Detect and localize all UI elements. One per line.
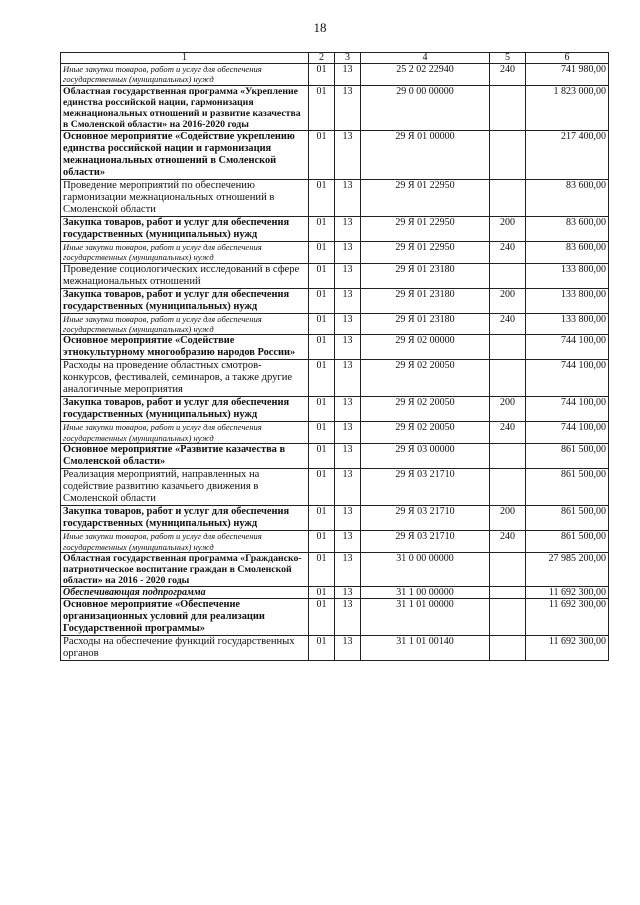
row-expense-type-cell [490, 469, 526, 506]
row-section-cell: 01 [309, 397, 335, 422]
column-header-3: 3 [335, 53, 361, 64]
row-subsection-cell: 13 [335, 64, 361, 86]
row-target-code-cell: 25 2 02 22940 [361, 64, 490, 86]
row-name-cell: Проведение социологических исследований в сфере межнациональных отношений [61, 263, 309, 288]
row-target-code-cell: 29 Я 01 23180 [361, 313, 490, 335]
row-target-code-cell: 31 1 01 00000 [361, 599, 490, 636]
row-amount-cell: 27 985 200,00 [526, 553, 609, 587]
row-amount-cell: 744 100,00 [526, 335, 609, 360]
row-section-cell: 01 [309, 469, 335, 506]
row-target-code-cell: 29 Я 02 20050 [361, 422, 490, 444]
page-number: 18 [313, 20, 327, 35]
row-subsection-cell: 13 [335, 553, 361, 587]
row-amount-cell: 11 692 300,00 [526, 636, 609, 661]
row-subsection-cell: 13 [335, 313, 361, 335]
table-row [61, 288, 609, 313]
row-subsection-cell: 13 [335, 263, 361, 288]
table-row [61, 636, 609, 661]
row-expense-type-cell [490, 360, 526, 397]
row-subsection-cell: 13 [335, 216, 361, 241]
row-amount-cell: 1 823 000,00 [526, 85, 609, 130]
row-subsection-cell: 13 [335, 444, 361, 469]
row-expense-type-cell: 240 [490, 64, 526, 86]
row-target-code-cell: 29 Я 01 23180 [361, 263, 490, 288]
row-amount-cell: 217 400,00 [526, 130, 609, 179]
row-section-cell: 01 [309, 179, 335, 216]
row-name-cell: Закупка товаров, работ и услуг для обеспечения государственных (муниципальных) нужд [61, 216, 309, 241]
row-amount-cell: 133 800,00 [526, 263, 609, 288]
table-row [61, 313, 609, 335]
row-amount-cell: 11 692 300,00 [526, 587, 609, 599]
row-expense-type-cell: 240 [490, 313, 526, 335]
row-amount-cell: 744 100,00 [526, 422, 609, 444]
table-row [61, 553, 609, 587]
row-amount-cell: 741 980,00 [526, 64, 609, 86]
table-row [61, 64, 609, 86]
row-subsection-cell: 13 [335, 587, 361, 599]
row-amount-cell: 83 600,00 [526, 241, 609, 263]
row-target-code-cell: 29 Я 01 22950 [361, 216, 490, 241]
row-target-code-cell: 29 Я 01 23180 [361, 288, 490, 313]
column-header-5: 5 [490, 53, 526, 64]
row-section-cell: 01 [309, 64, 335, 86]
row-expense-type-cell [490, 179, 526, 216]
row-section-cell: 01 [309, 130, 335, 179]
row-expense-type-cell [490, 553, 526, 587]
row-name-cell: Основное мероприятие «Обеспечение организационных условий для реализации Государственной программы» [61, 599, 309, 636]
row-amount-cell: 11 692 300,00 [526, 599, 609, 636]
row-expense-type-cell: 200 [490, 397, 526, 422]
column-header-4: 4 [361, 53, 490, 64]
row-subsection-cell: 13 [335, 241, 361, 263]
table-row [61, 444, 609, 469]
row-expense-type-cell [490, 599, 526, 636]
row-name-cell: Иные закупки товаров, работ и услуг для обеспечения государственных (муниципальных) нужд [61, 531, 309, 553]
table-row [61, 216, 609, 241]
table-row [61, 241, 609, 263]
row-amount-cell: 861 500,00 [526, 531, 609, 553]
row-subsection-cell: 13 [335, 506, 361, 531]
row-amount-cell: 133 800,00 [526, 288, 609, 313]
row-expense-type-cell [490, 85, 526, 130]
row-name-cell: Основное мероприятие «Развитие казачества в Смоленской области» [61, 444, 309, 469]
table-row [61, 360, 609, 397]
row-amount-cell: 861 500,00 [526, 506, 609, 531]
row-section-cell: 01 [309, 506, 335, 531]
column-header-6: 6 [526, 53, 609, 64]
row-subsection-cell: 13 [335, 179, 361, 216]
row-target-code-cell: 29 Я 03 21710 [361, 469, 490, 506]
row-expense-type-cell [490, 444, 526, 469]
row-target-code-cell: 29 Я 01 22950 [361, 179, 490, 216]
row-subsection-cell: 13 [335, 599, 361, 636]
table-row [61, 506, 609, 531]
row-name-cell: Областная государственная программа «Гражданско-патриотическое воспитание граждан в Смоленской области» на 2016 - 2020 годы [61, 553, 309, 587]
row-section-cell: 01 [309, 599, 335, 636]
row-subsection-cell: 13 [335, 85, 361, 130]
row-section-cell: 01 [309, 444, 335, 469]
table-row [61, 263, 609, 288]
row-expense-type-cell [490, 636, 526, 661]
column-header-2: 2 [309, 53, 335, 64]
row-name-cell: Обеспечивающая подпрограмма [61, 587, 309, 599]
row-section-cell: 01 [309, 587, 335, 599]
row-expense-type-cell [490, 335, 526, 360]
row-target-code-cell: 31 1 01 00140 [361, 636, 490, 661]
row-target-code-cell: 29 Я 01 00000 [361, 130, 490, 179]
row-expense-type-cell: 240 [490, 531, 526, 553]
row-amount-cell: 861 500,00 [526, 444, 609, 469]
row-target-code-cell: 31 1 00 00000 [361, 587, 490, 599]
table-row [61, 85, 609, 130]
row-name-cell: Иные закупки товаров, работ и услуг для обеспечения государственных (муниципальных) нужд [61, 313, 309, 335]
row-subsection-cell: 13 [335, 469, 361, 506]
row-name-cell: Областная государственная программа «Укрепление единства российской нации, гармонизация межнациональных отношений и развитие казачества в Смоленской области» на 2016-2020 годы [61, 85, 309, 130]
row-target-code-cell: 29 Я 02 20050 [361, 360, 490, 397]
row-subsection-cell: 13 [335, 288, 361, 313]
row-subsection-cell: 13 [335, 360, 361, 397]
row-name-cell: Расходы на проведение областных смотров-конкурсов, фестивалей, семинаров, а также другие аналогичные мероприятия [61, 360, 309, 397]
row-name-cell: Реализация мероприятий, направленных на содействие развитию казачьего движения в Смоленской области [61, 469, 309, 506]
row-amount-cell: 744 100,00 [526, 397, 609, 422]
row-name-cell: Проведение мероприятий по обеспечению гармонизации межнациональных отношений в Смоленской области [61, 179, 309, 216]
row-expense-type-cell [490, 130, 526, 179]
table-row [61, 531, 609, 553]
table-row [61, 587, 609, 599]
row-amount-cell: 744 100,00 [526, 360, 609, 397]
table-body [61, 64, 609, 661]
row-subsection-cell: 13 [335, 397, 361, 422]
row-subsection-cell: 13 [335, 531, 361, 553]
row-subsection-cell: 13 [335, 130, 361, 179]
row-name-cell: Закупка товаров, работ и услуг для обеспечения государственных (муниципальных) нужд [61, 506, 309, 531]
row-expense-type-cell: 240 [490, 422, 526, 444]
row-name-cell: Иные закупки товаров, работ и услуг для обеспечения государственных (муниципальных) нужд [61, 241, 309, 263]
row-target-code-cell: 29 0 00 00000 [361, 85, 490, 130]
row-expense-type-cell: 200 [490, 288, 526, 313]
row-target-code-cell: 29 Я 03 00000 [361, 444, 490, 469]
row-expense-type-cell: 200 [490, 506, 526, 531]
row-target-code-cell: 29 Я 02 20050 [361, 397, 490, 422]
row-amount-cell: 83 600,00 [526, 179, 609, 216]
budget-table [60, 52, 609, 661]
table-row [61, 335, 609, 360]
row-section-cell: 01 [309, 241, 335, 263]
row-subsection-cell: 13 [335, 335, 361, 360]
row-section-cell: 01 [309, 335, 335, 360]
column-header-1: 1 [61, 53, 309, 64]
row-section-cell: 01 [309, 313, 335, 335]
row-expense-type-cell [490, 263, 526, 288]
row-section-cell: 01 [309, 216, 335, 241]
row-expense-type-cell: 200 [490, 216, 526, 241]
row-expense-type-cell: 240 [490, 241, 526, 263]
row-amount-cell: 861 500,00 [526, 469, 609, 506]
row-subsection-cell: 13 [335, 636, 361, 661]
row-target-code-cell: 31 0 00 00000 [361, 553, 490, 587]
row-section-cell: 01 [309, 553, 335, 587]
table-row [61, 469, 609, 506]
row-name-cell: Закупка товаров, работ и услуг для обеспечения государственных (муниципальных) нужд [61, 397, 309, 422]
row-amount-cell: 133 800,00 [526, 313, 609, 335]
row-section-cell: 01 [309, 531, 335, 553]
row-name-cell: Основное мероприятие «Содействие этнокультурному многообразию народов России» [61, 335, 309, 360]
row-section-cell: 01 [309, 360, 335, 397]
table-row [61, 179, 609, 216]
table-row [61, 599, 609, 636]
row-target-code-cell: 29 Я 02 00000 [361, 335, 490, 360]
row-target-code-cell: 29 Я 03 21710 [361, 506, 490, 531]
row-name-cell: Иные закупки товаров, работ и услуг для обеспечения государственных (муниципальных) нужд [61, 64, 309, 86]
row-name-cell: Иные закупки товаров, работ и услуг для обеспечения государственных (муниципальных) нужд [61, 422, 309, 444]
row-name-cell: Расходы на обеспечение функций государственных органов [61, 636, 309, 661]
row-section-cell: 01 [309, 85, 335, 130]
row-section-cell: 01 [309, 288, 335, 313]
row-subsection-cell: 13 [335, 422, 361, 444]
row-amount-cell: 83 600,00 [526, 216, 609, 241]
row-name-cell: Закупка товаров, работ и услуг для обеспечения государственных (муниципальных) нужд [61, 288, 309, 313]
row-expense-type-cell [490, 587, 526, 599]
row-target-code-cell: 29 Я 01 22950 [361, 241, 490, 263]
table-header-row [61, 53, 609, 64]
row-section-cell: 01 [309, 636, 335, 661]
row-target-code-cell: 29 Я 03 21710 [361, 531, 490, 553]
row-name-cell: Основное мероприятие «Содействие укреплению единства российской нации и гармонизация межнациональных отношений в Смоленской области» [61, 130, 309, 179]
table-row [61, 422, 609, 444]
row-section-cell: 01 [309, 422, 335, 444]
row-section-cell: 01 [309, 263, 335, 288]
table-row [61, 397, 609, 422]
table-row [61, 130, 609, 179]
